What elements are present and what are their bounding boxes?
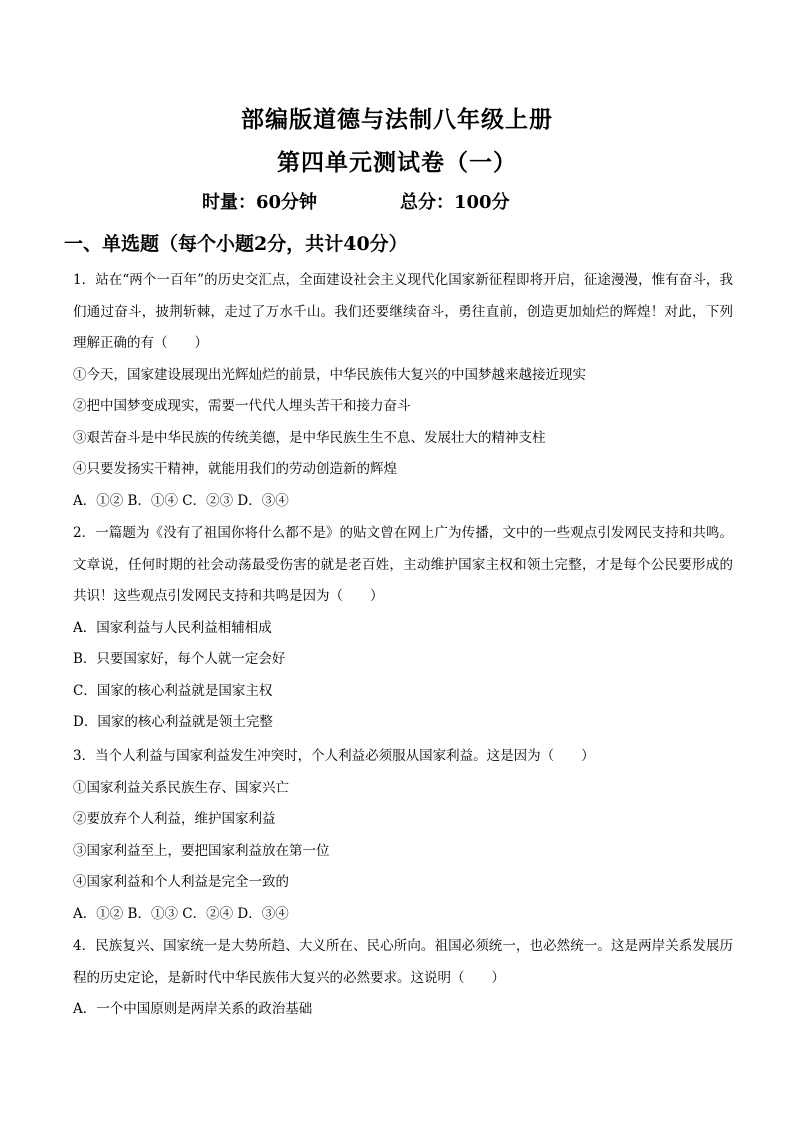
question-1-choices: A．①② B．①④ C．②③ D．③④ (73, 492, 289, 509)
document-subtitle: 第四单元测试卷（一） (277, 149, 517, 176)
question-2-choice-c: C．国家的核心利益就是国家主权 (73, 682, 273, 699)
question-2-choice-b: B．只要国家好，每个人就一定会好 (73, 651, 286, 667)
question-4 (73, 931, 733, 1026)
question-2 (73, 518, 733, 739)
question-1-option-2: ②把中国梦变成现实，需要一代代人埋头苦干和接力奋斗 (73, 398, 411, 414)
document-title: 部编版道德与法制八年级上册 (241, 106, 553, 133)
question-4-choice-a: A．一个中国原则是两岸关系的政治基础 (73, 1001, 313, 1017)
question-2-choice-d: D．国家的核心利益就是领土完整 (73, 714, 273, 730)
question-3-option-2: ②要放弃个人利益，维护国家利益 (73, 811, 276, 827)
question-3-option-4: ④国家利益和个人利益是完全一致的 (73, 874, 289, 890)
exam-time: 时量：60分钟 (202, 192, 318, 213)
question-4-stem: 4．民族复兴、国家统一是大势所趋、大义所在、民心所向。祖国必须统一，也必然统一。这是两岸关系发展历程的历史定论，是新时代中华民族伟大复兴的必然要求。这说明（ ） (73, 938, 733, 986)
question-1-option-3: ③艰苦奋斗是中华民族的传统美德，是中华民族生生不息、发展壮大的精神支柱 (73, 429, 546, 446)
question-1-option-4: ④只要发扬实干精神，就能用我们的劳动创造新的辉煌 (73, 461, 397, 477)
question-1 (73, 265, 733, 517)
question-2-choice-a: A．国家利益与人民利益相辅相成 (73, 619, 272, 636)
question-3-option-1: ①国家利益关系民族生存、国家兴亡 (73, 779, 289, 796)
question-1-option-1: ①今天，国家建设展现出光辉灿烂的前景，中华民族伟大复兴的中国梦越来越接近现实 (73, 366, 586, 383)
question-3-choices: A．①② B．①③ C．②④ D．③④ (73, 905, 289, 922)
question-3-stem: 3．当个人利益与国家利益发生冲突时，个人利益必须服从国家利益。这是因为（ ） (73, 748, 595, 764)
section-heading: 一、单选题（每个小题2分，共计40分） (64, 233, 408, 255)
question-3 (73, 741, 733, 930)
question-2-stem: 2．一篇题为《没有了祖国你将什么都不是》的贴文曾在网上广为传播，文中的一些观点引发网民支持和共鸣。文章说，任何时期的社会动荡最受伤害的就是老百姓，主动维护国家主权和领土完整，才是每个公民要形成的共识！这些观点引发网民支持和共鸣是因为（ ） (73, 525, 733, 604)
question-1-stem: 1．站在“两个一百年”的历史交汇点，全面建设社会主义现代化国家新征程即将开启，征途漫漫，惟有奋斗，我们通过奋斗，披荆斩棘，走过了万水千山。我们还要继续奋斗，勇往直前，创造更加灿烂的辉煌！对此，下列理解正确的有（ ） (73, 272, 733, 351)
exam-total-score: 总分：100分 (400, 192, 510, 213)
question-3-option-3: ③国家利益至上，要把国家利益放在第一位 (73, 842, 330, 859)
